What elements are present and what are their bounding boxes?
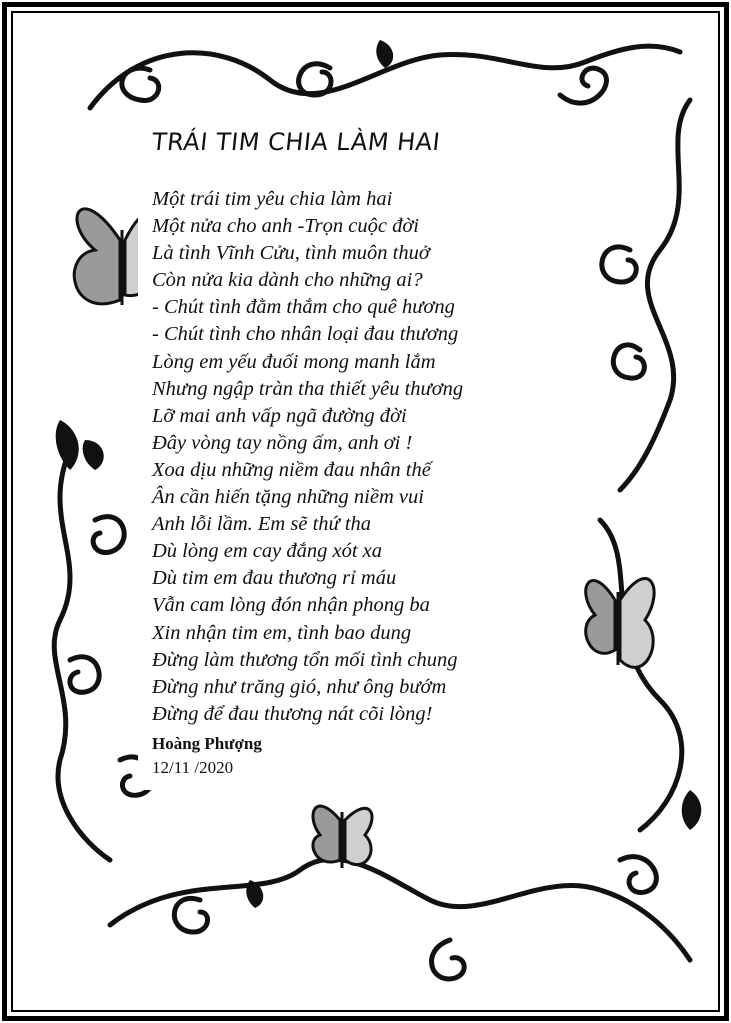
butterfly-icon [313, 806, 372, 868]
top-swirl-curl-1 [122, 68, 159, 100]
top-swirl-curl-3 [560, 68, 606, 103]
poem-line: - Chút tình đằm thắm cho quê hương [152, 296, 455, 319]
poem-date: 12/11 /2020 [152, 758, 234, 777]
poem-line: - Chút tình cho nhân loại đau thương [152, 323, 459, 346]
poem-line: Dù lòng em cay đắng xót xa [152, 540, 382, 563]
bottom-curl-2 [431, 940, 464, 979]
right-vine [620, 100, 690, 490]
poem-author: Hoàng Phượng [152, 734, 262, 753]
top-swirl-curl-2 [299, 64, 331, 95]
bottom-right-vine [600, 520, 682, 830]
leaf-icon [56, 420, 79, 470]
bottom-curl-3 [620, 857, 656, 893]
poem-line: Còn nửa kia dành cho những ai? [152, 269, 423, 292]
poem-line: Xoa dịu những niềm đau nhân thế [152, 458, 431, 481]
leaf-icon [376, 40, 393, 68]
poem-line: Xin nhận tim em, tình bao dung [152, 621, 412, 644]
leaf-icon [83, 440, 104, 470]
left-curl-2 [70, 657, 99, 692]
poem-line: Anh lỗi lầm. Em sẽ thứ tha [152, 513, 372, 536]
right-curl-1 [602, 247, 636, 282]
poem-line: Đừng để đau thương nát cõi lòng! [152, 702, 433, 725]
poem-body [152, 186, 572, 728]
right-curl-2 [613, 345, 644, 378]
poem-line: Là tình Vĩnh Cửu, tình muôn thuở [152, 242, 430, 265]
poem-line: Nhưng ngập tràn tha thiết yêu thương [152, 377, 464, 400]
poem-title: TRÁI TIM CHIA LÀM HAI [150, 128, 442, 156]
poem-line: Đây vòng tay nồng ấm, anh ơi ! [152, 431, 413, 454]
bottom-swirl-vine [110, 859, 690, 960]
leaf-icon [682, 790, 702, 830]
poem-line: Dù tim em đau thương rỉ máu [152, 567, 397, 590]
left-curl-1 [93, 517, 124, 553]
poem-line: Lòng em yếu đuối mong manh lắm [152, 350, 436, 373]
poem-line: Vẫn cam lòng đón nhận phong ba [152, 594, 430, 617]
poem-line: Đừng như trăng gió, như ông bướm [152, 675, 447, 698]
poem-line: Đừng làm thương tổn mối tình chung [152, 648, 458, 671]
poem-line: Một nửa cho anh -Trọn cuộc đời [152, 215, 419, 238]
poem-line: Ân cần hiến tặng những niềm vui [152, 486, 424, 509]
bottom-curl-1 [174, 898, 207, 932]
poem-line: Một trái tim yêu chia làm hai [152, 188, 393, 210]
poem-line: Lỡ mai anh vấp ngã đường đời [152, 404, 407, 427]
